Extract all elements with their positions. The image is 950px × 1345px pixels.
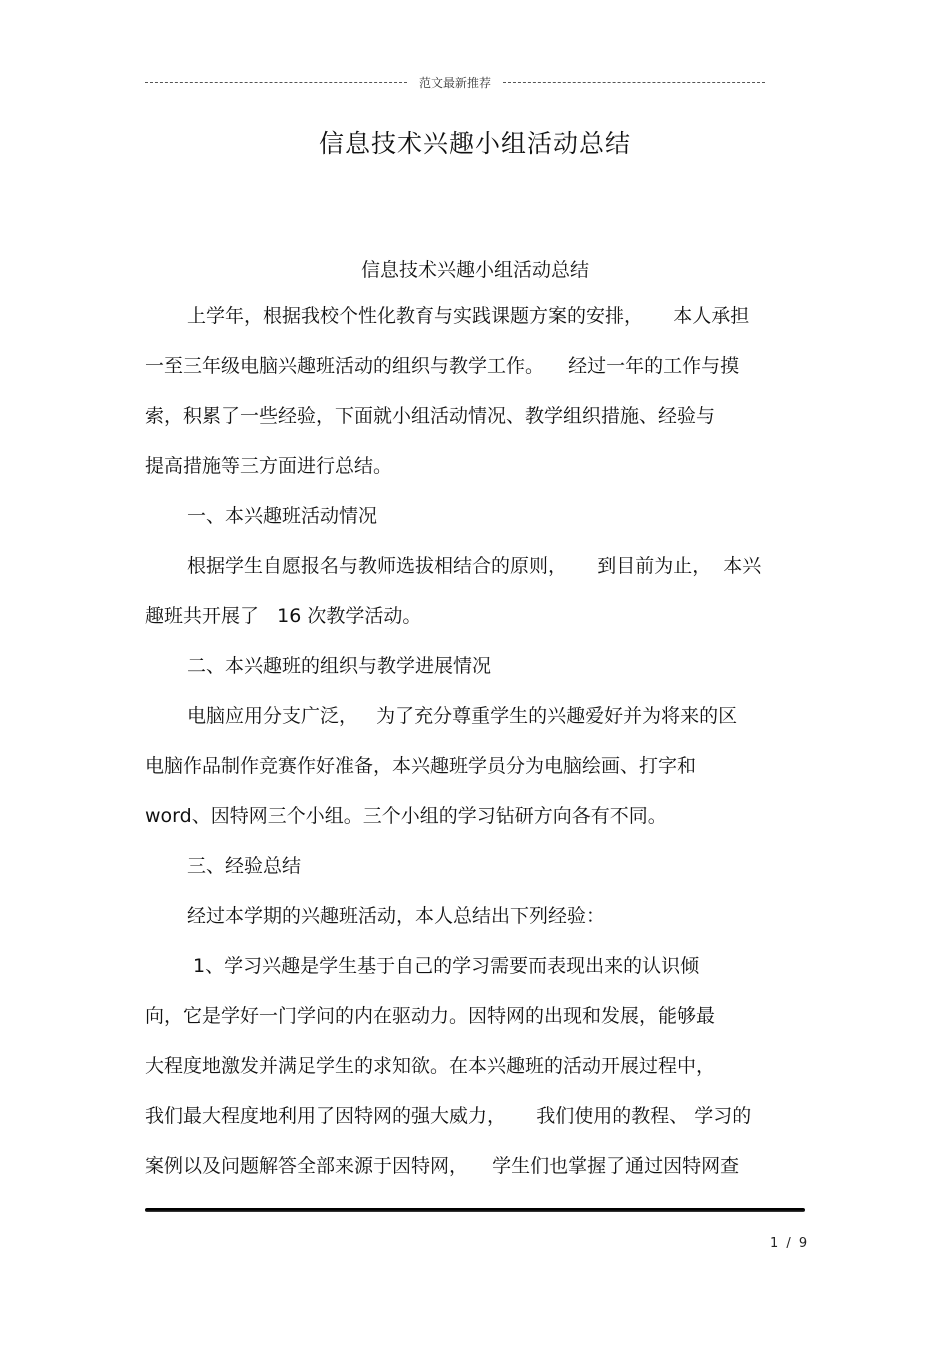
body-line: 根据学生自愿报名与教师选拔相结合的原则， 到目前为止， 本兴 bbox=[187, 555, 762, 577]
body-line: 趣班共开展了 16 次教学活动。 bbox=[145, 605, 422, 627]
page-header bbox=[145, 72, 765, 92]
body-line: 上学年，根据我校个性化教育与实践课题方案的安排， 本人承担 bbox=[187, 305, 750, 327]
body-line: 我们最大程度地利用了因特网的强大威力， 我们使用的教程、 学习的 bbox=[145, 1105, 752, 1127]
body-line: 1、学习兴趣是学生基于自己的学习需要而表现出来的认识倾 bbox=[187, 955, 700, 977]
footer-rule bbox=[145, 1208, 805, 1212]
document-subtitle: 信息技术兴趣小组活动总结 bbox=[360, 259, 589, 281]
document-title: 信息技术兴趣小组活动总结 bbox=[318, 129, 631, 158]
section-heading-1: 一、本兴趣班活动情况 bbox=[187, 505, 378, 527]
header-dashed-rule-right bbox=[503, 82, 765, 83]
header-label: 范文最新推荐 bbox=[419, 75, 492, 90]
body-line: 电脑应用分支广泛， 为了充分尊重学生的兴趣爱好并为将来的区 bbox=[187, 705, 738, 727]
body-line: 大程度地激发并满足学生的求知欲。在本兴趣班的活动开展过程中， bbox=[145, 1055, 716, 1077]
header-dashed-rule-left bbox=[145, 82, 407, 83]
body-line: 经过本学期的兴趣班活动，本人总结出下列经验： bbox=[187, 905, 606, 927]
body-line: 电脑作品制作竞赛作好准备，本兴趣班学员分为电脑绘画、打字和 bbox=[145, 755, 697, 777]
body-line: 案例以及问题解答全部来源于因特网， 学生们也掌握了通过因特网查 bbox=[145, 1155, 740, 1177]
body-line: 索，积累了一些经验，下面就小组活动情况、教学组织措施、经验与 bbox=[145, 405, 716, 427]
page-number: 1 / 9 bbox=[770, 1236, 810, 1251]
body-line: 提高措施等三方面进行总结。 bbox=[145, 455, 393, 477]
body-line: 向，它是学好一门学问的内在驱动力。因特网的出现和发展，能够最 bbox=[145, 1005, 716, 1027]
section-heading-3: 三、经验总结 bbox=[187, 855, 302, 877]
body-line: 一至三年级电脑兴趣班活动的组织与教学工作。 经过一年的工作与摸 bbox=[145, 355, 740, 377]
body-line: word、因特网三个小组。三个小组的学习钻研方向各有不同。 bbox=[145, 805, 667, 827]
section-heading-2: 二、本兴趣班的组织与教学进展情况 bbox=[187, 655, 492, 677]
